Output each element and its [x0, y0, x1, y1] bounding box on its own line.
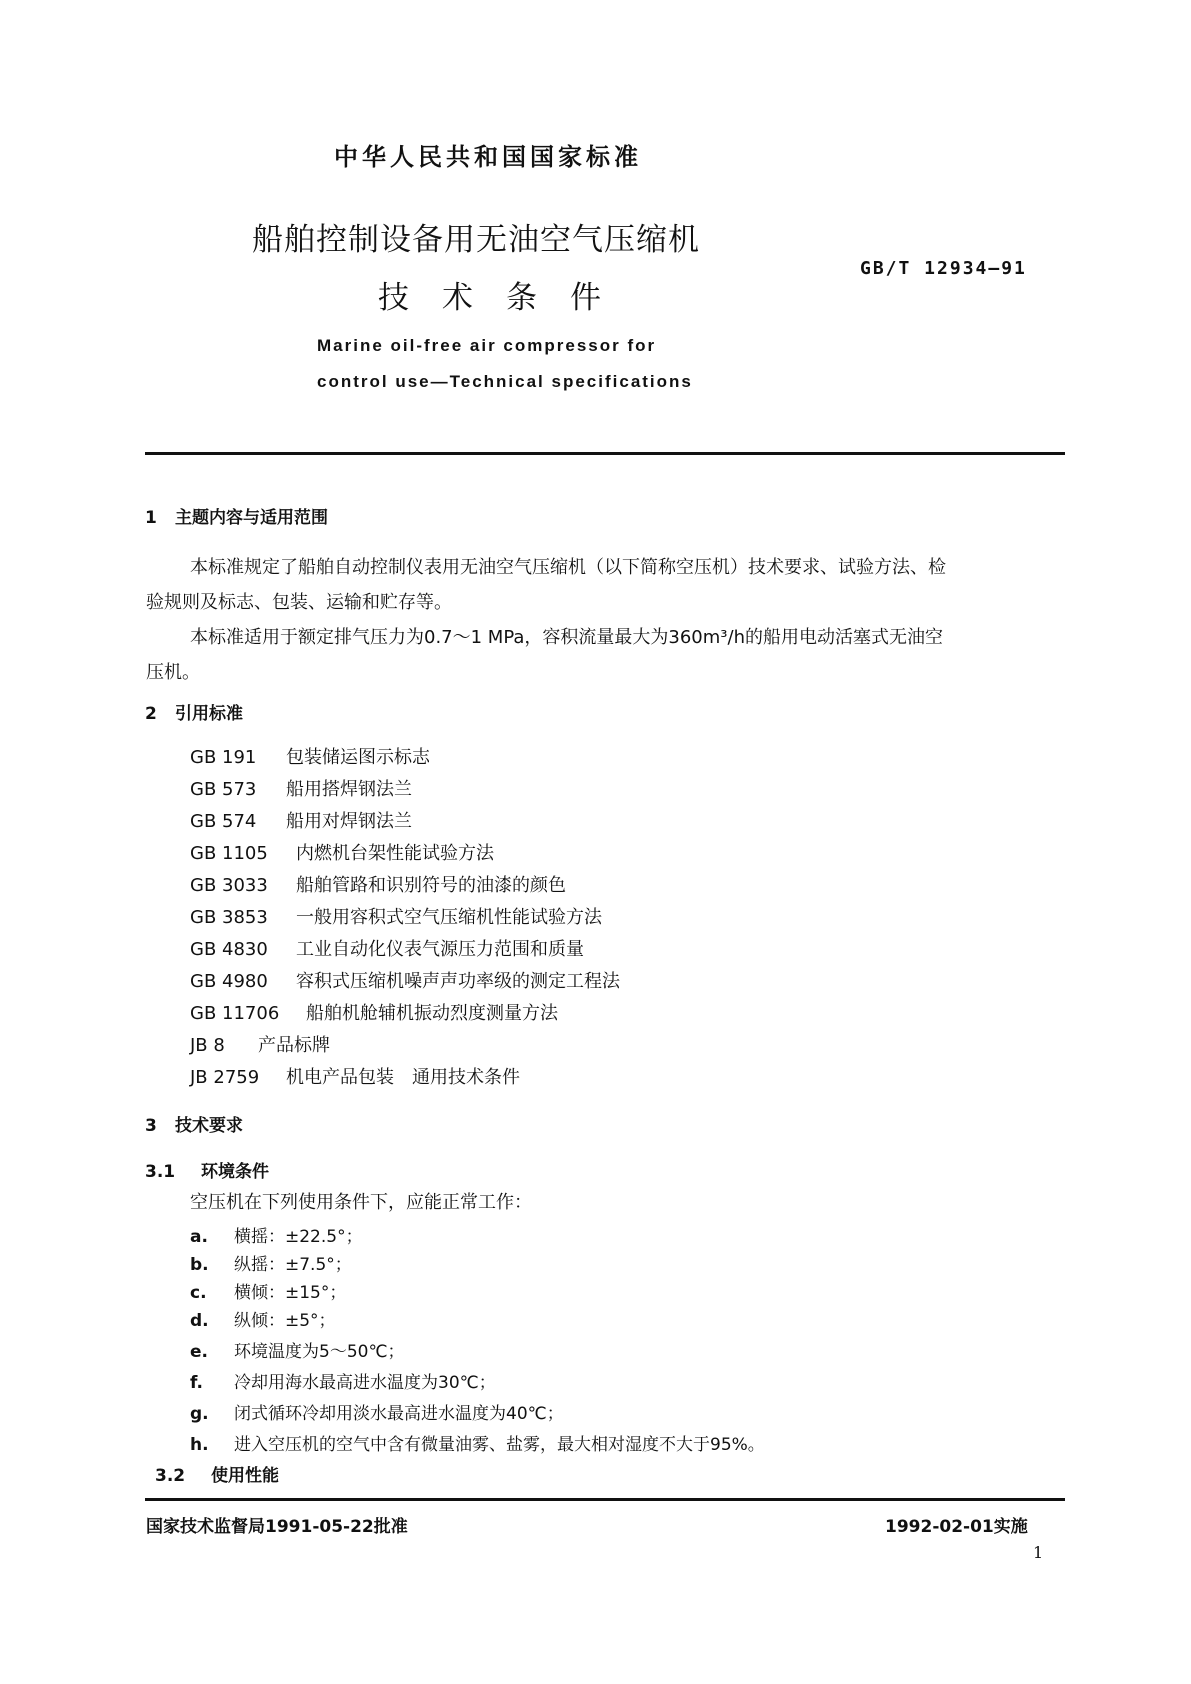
reference-code: JB 8	[190, 1035, 225, 1056]
document-title-line-1: 船舶控制设备用无油空气压缩机	[252, 222, 700, 258]
item-text: 冷却用海水最高进水温度为30℃；	[234, 1373, 496, 1393]
reference-code: GB 573	[190, 779, 257, 800]
reference-code: GB 1105	[190, 843, 268, 864]
reference-code: GB 11706	[190, 1003, 280, 1024]
reference-title: 包装储运图示标志	[286, 747, 430, 768]
reference-title: 船用对焊钢法兰	[286, 811, 412, 832]
condition-item	[190, 1250, 352, 1275]
reference-item	[190, 775, 412, 801]
section-3-heading	[145, 1111, 243, 1136]
subsection-3-1-heading	[145, 1157, 269, 1182]
item-label: c.	[190, 1283, 207, 1303]
subsection-number: 3.2	[155, 1466, 186, 1486]
reference-code: GB 4830	[190, 939, 268, 960]
item-label: g.	[190, 1404, 209, 1424]
reference-title: 容积式压缩机噪声声功率级的测定工程法	[296, 971, 620, 992]
approval-date: 国家技术监督局1991-05-22批准	[146, 1517, 408, 1537]
section-number: 3	[145, 1116, 157, 1136]
section-1-heading	[145, 503, 328, 528]
reference-item	[190, 999, 558, 1025]
reference-code: GB 4980	[190, 971, 268, 992]
footer-divider	[145, 1498, 1065, 1501]
reference-title: 一般用容积式空气压缩机性能试验方法	[296, 907, 602, 928]
english-title-line-1: Marine oil-free air compressor for	[317, 336, 657, 355]
section-number: 1	[145, 508, 157, 528]
section-title: 主题内容与适用范围	[175, 508, 328, 528]
reference-code: JB 2759	[190, 1067, 260, 1088]
condition-item	[190, 1368, 496, 1393]
condition-item	[190, 1399, 564, 1424]
condition-item	[190, 1337, 405, 1362]
reference-title: 船舶管路和识别符号的油漆的颜色	[296, 875, 566, 896]
section-2-heading	[145, 699, 243, 724]
reference-title: 船舶机舱辅机振动烈度测量方法	[306, 1003, 558, 1024]
reference-item	[190, 871, 566, 897]
reference-item	[190, 967, 620, 993]
reference-title: 机电产品包装 通用技术条件	[286, 1067, 520, 1088]
item-text: 横倾：±15°；	[234, 1283, 347, 1303]
reference-item	[190, 807, 412, 833]
english-title-line-2: control use—Technical specifications	[317, 372, 693, 391]
condition-item	[190, 1222, 363, 1247]
item-label: h.	[190, 1435, 209, 1455]
issuing-body-heading: 中华人民共和国国家标准	[334, 143, 642, 171]
subsection-title: 使用性能	[211, 1466, 279, 1486]
reference-title: 内燃机台架性能试验方法	[296, 843, 494, 864]
item-label: f.	[190, 1373, 203, 1393]
item-text: 横摇：±22.5°；	[234, 1227, 363, 1247]
standard-number: GB/T 12934—91	[860, 258, 1027, 279]
header-divider	[145, 452, 1065, 455]
item-label: a.	[190, 1227, 208, 1247]
reference-code: GB 191	[190, 747, 257, 768]
item-text: 纵摇：±7.5°；	[234, 1255, 352, 1275]
reference-code: GB 3853	[190, 907, 268, 928]
reference-item	[190, 743, 430, 769]
item-label: e.	[190, 1342, 208, 1362]
item-text: 闭式循环冷却用淡水最高进水温度为40℃；	[234, 1404, 564, 1424]
section-title: 技术要求	[175, 1116, 243, 1136]
reference-title: 产品标牌	[258, 1035, 330, 1056]
subsection-number: 3.1	[145, 1162, 176, 1182]
reference-item	[190, 839, 494, 865]
document-title-line-2: 技术条件	[378, 280, 634, 316]
reference-item	[190, 935, 584, 961]
subsection-title: 环境条件	[201, 1162, 269, 1182]
reference-title: 船用搭焊钢法兰	[286, 779, 412, 800]
condition-item	[190, 1306, 336, 1331]
condition-item	[190, 1430, 765, 1455]
item-text: 环境温度为5～50℃；	[234, 1342, 405, 1362]
paragraph-line: 压机。	[146, 662, 200, 683]
reference-title: 工业自动化仪表气源压力范围和质量	[296, 939, 584, 960]
reference-item	[190, 1063, 520, 1089]
effective-date: 1992-02-01实施	[885, 1517, 1028, 1537]
paragraph-line: 空压机在下列使用条件下，应能正常工作：	[190, 1192, 532, 1213]
reference-code: GB 574	[190, 811, 257, 832]
item-label: b.	[190, 1255, 209, 1275]
item-text: 进入空压机的空气中含有微量油雾、盐雾，最大相对湿度不大于95%。	[234, 1435, 765, 1455]
item-label: d.	[190, 1311, 209, 1331]
condition-item	[190, 1278, 346, 1303]
paragraph-line: 验规则及标志、包装、运输和贮存等。	[146, 592, 452, 613]
subsection-3-2-heading	[155, 1461, 279, 1486]
item-text: 纵倾：±5°；	[234, 1311, 336, 1331]
section-title: 引用标准	[175, 704, 243, 724]
paragraph-line: 本标准规定了船舶自动控制仪表用无油空气压缩机（以下简称空压机）技术要求、试验方法、检	[190, 557, 946, 578]
paragraph-line: 本标准适用于额定排气压力为0.7～1 MPa，容积流量最大为360m³/h的船用电动活塞式无油空	[190, 627, 943, 648]
reference-item	[190, 903, 602, 929]
page-number: 1	[1033, 1543, 1044, 1562]
reference-item	[190, 1031, 330, 1057]
section-number: 2	[145, 704, 157, 724]
reference-code: GB 3033	[190, 875, 268, 896]
